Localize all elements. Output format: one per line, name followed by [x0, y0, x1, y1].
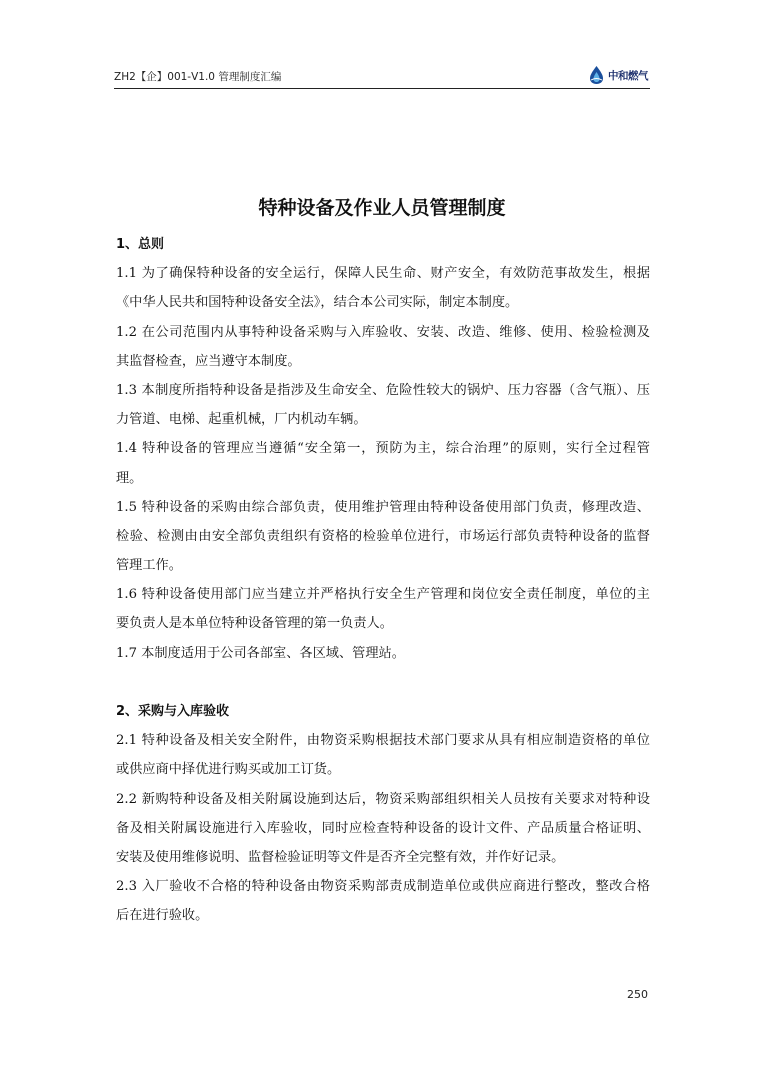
paragraph-line: 1.6 特种设备使用部门应当建立并严格执行安全生产管理和岗位安全责任制度，单位的主: [116, 587, 650, 603]
document-body: [116, 230, 650, 931]
paragraph-line: 或供应商中择优进行购买或加工订货。: [116, 762, 341, 778]
paragraph-line: 《中华人民共和国特种设备安全法》，结合本公司实际，制定本制度。: [116, 295, 519, 311]
paragraph-line: 2.2 新购特种设备及相关附属设施到达后，物资采购部组织相关人员按有关要求对特种设: [116, 791, 650, 807]
paragraph-line: 后在进行验收。: [116, 908, 209, 924]
logo-text: 中和燃气: [608, 69, 648, 82]
section-spacer: [116, 668, 650, 697]
paragraph-line: 力管道、电梯、起重机械，厂内机动车辆。: [116, 412, 367, 428]
paragraph-line: 1.1 为了确保特种设备的安全运行，保障人民生命、财产安全，有效防范事故发生，根据: [116, 266, 650, 282]
paragraph-line: 1.4 特种设备的管理应当遵循“安全第一，预防为主，综合治理”的原则，实行全过程管: [116, 441, 650, 457]
company-logo: [588, 65, 648, 85]
section-heading: 2、采购与入库验收: [116, 704, 230, 719]
paragraph-line: 安装及使用维修说明、监督检验证明等文件是否齐全完整有效，并作好记录。: [116, 849, 565, 865]
page-number: 250: [627, 988, 648, 1001]
paragraph-line: 1.3 本制度所指特种设备是指涉及生命安全、危险性较大的锅炉、压力容器（含气瓶）、压: [116, 382, 650, 398]
paragraph-line: 1.2 在公司范围内从事特种设备采购与入库验收、安装、改造、维修、使用、检验检测及: [116, 324, 650, 340]
paragraph-line: 要负责人是本单位特种设备管理的第一负责人。: [116, 616, 393, 632]
paragraph-line: 理。: [116, 470, 143, 486]
paragraph-line: 2.1 特种设备及相关安全附件，由物资采购根据技术部门要求从具有相应制造资格的单位: [116, 733, 650, 749]
section-heading: 1、总则: [116, 237, 165, 252]
paragraph-line: 1.7 本制度适用于公司各部室、各区域、管理站。: [116, 645, 405, 661]
paragraph-line: 管理工作。: [116, 558, 182, 574]
paragraph-line: 2.3 入厂验收不合格的特种设备由物资采购部责成制造单位或供应商进行整改，整改合格: [116, 879, 650, 895]
document-title: 特种设备及作业人员管理制度: [258, 197, 506, 219]
header-text: ZH2【企】001-V1.0 管理制度汇编: [114, 71, 282, 83]
page-header: [114, 64, 650, 89]
paragraph-line: 1.5 特种设备的采购由综合部负责，使用维护管理由特种设备使用部门负责，修理改造、: [116, 499, 650, 515]
paragraph-line: 其监督检查，应当遵守本制度。: [116, 353, 301, 369]
flame-drop-icon: [588, 65, 605, 85]
paragraph-line: 备及相关附属设施进行入库验收，同时应检查特种设备的设计文件、产品质量合格证明、: [116, 820, 650, 836]
paragraph-line: 检验、检测由由安全部负责组织有资格的检验单位进行，市场运行部负责特种设备的监督: [116, 528, 650, 544]
